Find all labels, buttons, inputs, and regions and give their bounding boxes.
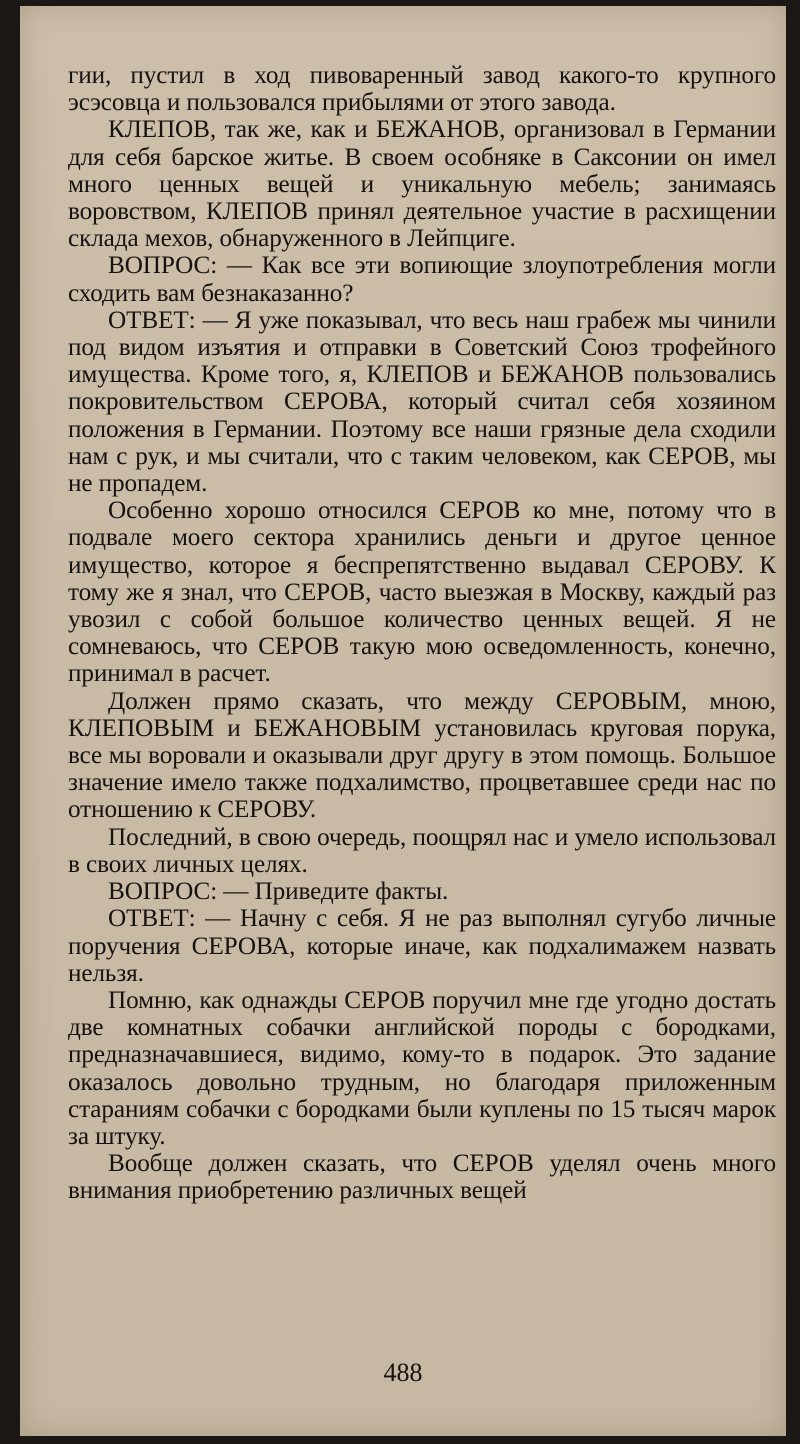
paragraph: Вообще должен сказать, что СЕРОВ уделял очень много внимания приобретению различных вещей (68, 1150, 776, 1205)
paragraph: ОТВЕТ: — Начну с себя. Я не раз выполнял сугубо личные поручения СЕРОВА, которые иначе, как подхалимажем назвать нельзя. (68, 905, 776, 987)
paragraph: Должен прямо сказать, что между СЕРОВЫМ, мною, КЛЕПОВЫМ и БЕЖАНОВЫМ установилась круговая порука, все мы воровали и оказывали друг другу в этом помощь. Большое значение имело также подхалимство, процветавшее среди нас по отношению к СЕРОВУ. (68, 687, 776, 824)
page-number: 488 (383, 1358, 423, 1387)
paragraph: гии, пустил в ход пивоваренный завод какого-то крупного эсэсовца и пользовался прибылями от этого завода. (68, 62, 776, 117)
paragraph: Особенно хорошо относился СЕРОВ ко мне, потому что в подвале моего сектора хранились деньги и другое ценное имущество, которое я беспрепятственно выдавал СЕРОВУ. К тому же я знал, что СЕРОВ, часто выезжая в Москву, каждый раз увозил с собой большое количество ценных вещей. Я не сомневаюсь, что СЕРОВ такую мою осведомленность, конечно, принимал в расчет. (68, 497, 776, 688)
book-page (20, 6, 786, 1436)
paragraph: ВОПРОС: — Как все эти вопиющие злоупотребления могли сходить вам безнаказанно? (68, 252, 776, 307)
paragraph: ВОПРОС: — Приведите факты. (108, 878, 449, 906)
paragraph: ОТВЕТ: — Я уже показывал, что весь наш грабеж мы чинили под видом изъятия и отправки в Советский Союз трофейного имущества. Кроме того, я, КЛЕПОВ и БЕЖАНОВ пользовались покровительством СЕРОВА, который считал себя хозяином положения в Германии. Поэтому все наши грязные дела сходили нам с рук, и мы считали, что с таким человеком, как СЕРОВ, мы не пропадем. (68, 306, 776, 498)
paragraph: Помню, как однажды СЕРОВ поручил мне где угодно достать две комнатных собачки английской породы с бородками, предназначавшиеся, видимо, кому-то в подарок. Это задание оказалось довольно трудным, но благодаря приложенным стараниям собачки с бородками были куплены по 15 тысяч марок за штуку. (68, 986, 776, 1150)
paragraph: КЛЕПОВ, так же, как и БЕЖАНОВ, организовал в Германии для себя барское житье. В своем особняке в Саксонии он имел много ценных вещей и уникальную мебель; занимаясь воровством, КЛЕПОВ принял деятельное участие в расхищении склада мехов, обнаруженного в Лейпциге. (68, 116, 776, 253)
body-text (68, 62, 776, 1205)
paragraph: Последний, в свою очередь, поощрял нас и умело использовал в своих личных целях. (68, 823, 776, 878)
